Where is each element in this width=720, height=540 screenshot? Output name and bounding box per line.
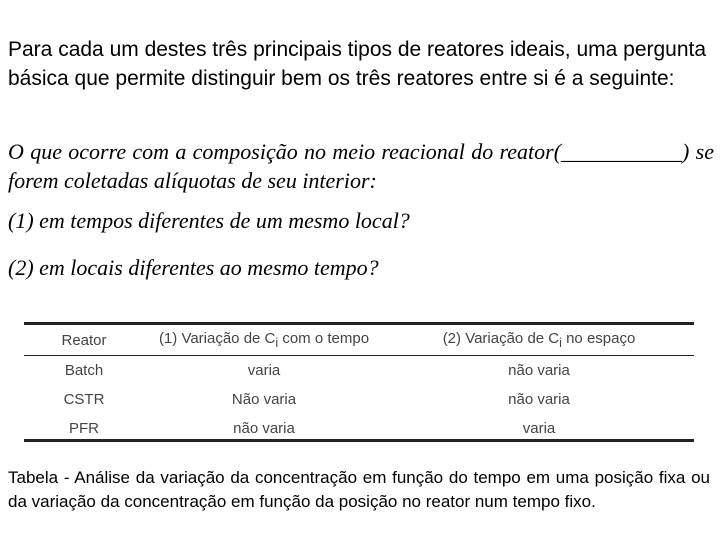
question-1: (1) em tempos diferentes de um mesmo local?	[8, 208, 410, 233]
header-space-sub: i	[559, 336, 562, 350]
cell-reactor: PFR	[69, 420, 99, 437]
table-row	[24, 356, 694, 386]
table-caption: Tabela - Análise da variação da concentração em função do tempo em uma posição fixa ou da variação da concentração em função da posição no reator num tempo fixo.	[8, 468, 710, 511]
cell-space: não varia	[508, 362, 570, 379]
header-time-pre: (1) Variação de C	[158, 330, 276, 347]
intro-paragraph: Para cada um destes três principais tipos de reatores ideais, uma pergunta básica que permite distinguir bem os três reatores entre si é a seguinte:	[8, 38, 707, 90]
header-space-post: no espaço	[561, 330, 636, 347]
cell-reactor: CSTR	[63, 391, 105, 408]
cell-space: não varia	[508, 391, 570, 408]
cell-time: não varia	[233, 420, 295, 437]
header-reactor: Reator	[24, 325, 144, 356]
main-question: O que ocorre com a composição no meio reacional do reator(___________) se forem coletadas alíquotas de seu interior:	[8, 139, 714, 193]
cell-reactor: Batch	[64, 362, 104, 379]
header-space-pre: (2) Variação de C	[442, 330, 560, 347]
table-row	[24, 414, 694, 443]
header-time-sub: i	[275, 336, 279, 350]
cell-space: varia	[522, 420, 556, 437]
header-space-variation	[384, 325, 694, 356]
header-time-variation	[144, 325, 384, 356]
table-row	[24, 385, 694, 414]
cell-time: Não varia	[231, 391, 297, 408]
header-time-post: com o tempo	[278, 330, 370, 347]
reactor-comparison-table	[24, 322, 694, 442]
table-header-row	[24, 325, 694, 356]
cell-time: varia	[247, 362, 281, 379]
question-2: (2) em locais diferentes ao mesmo tempo?	[8, 255, 379, 280]
